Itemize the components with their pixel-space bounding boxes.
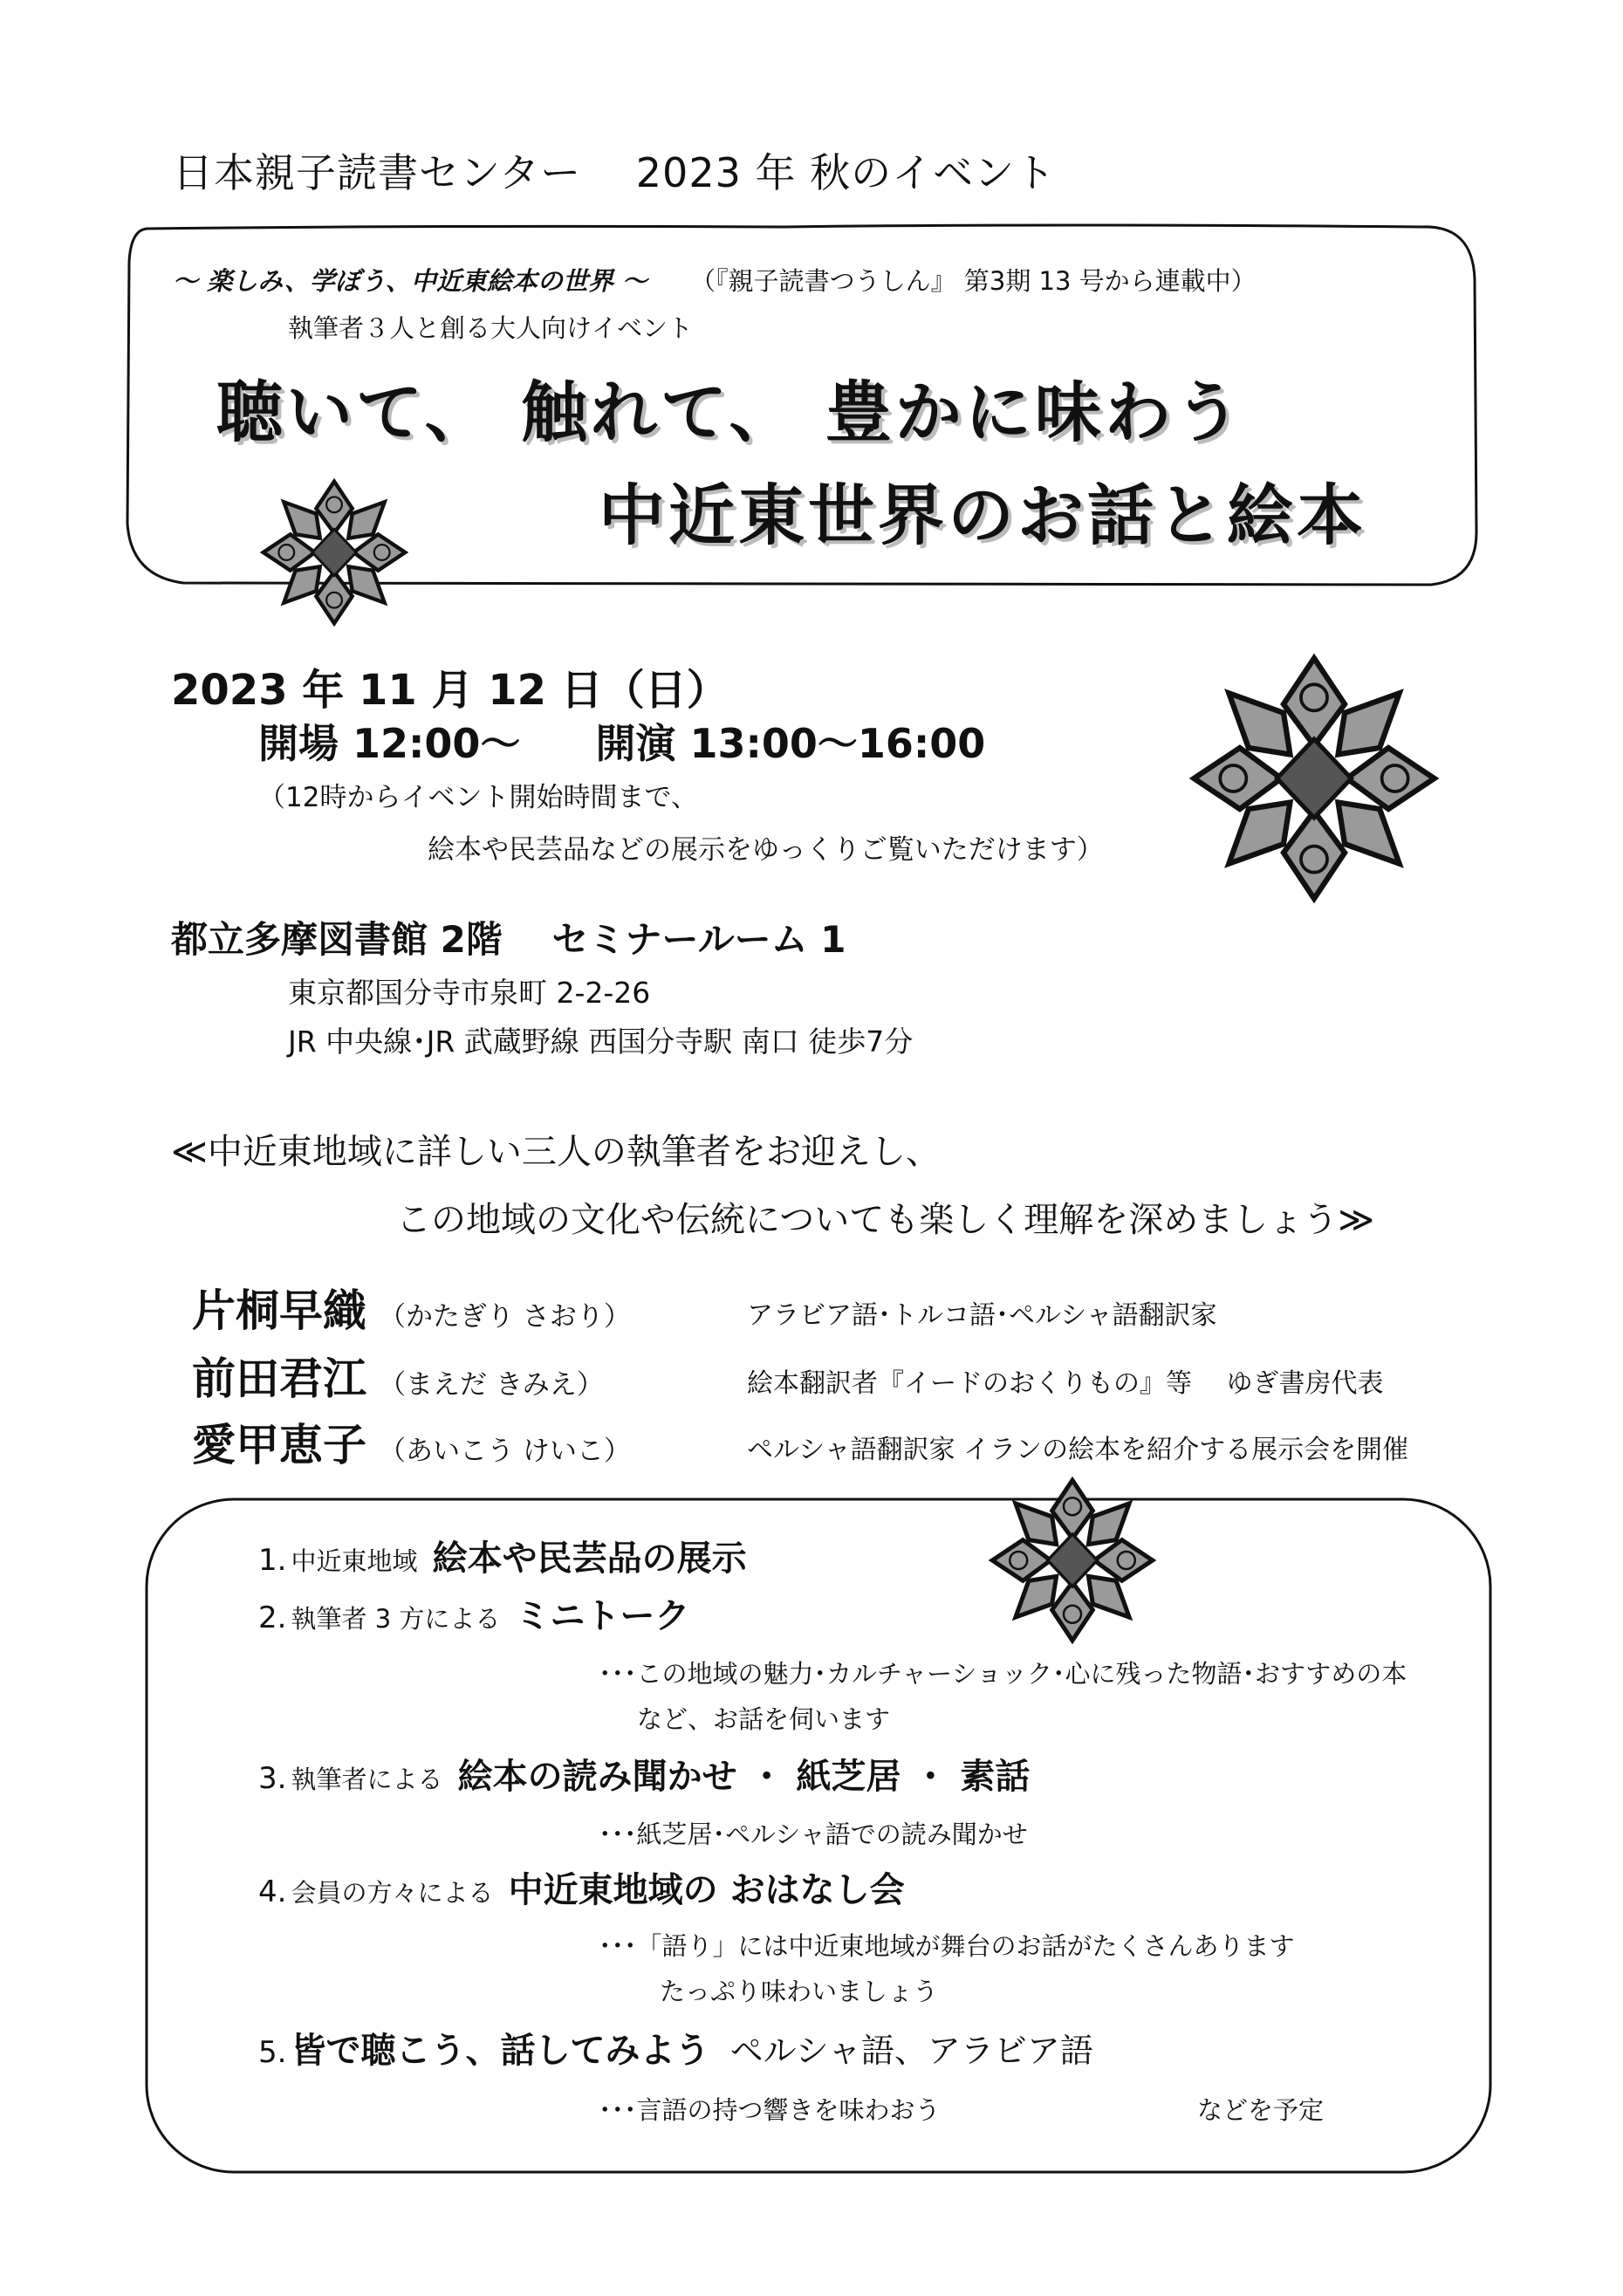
program-item [258, 1862, 905, 1912]
author-role: アラビア語･トルコ語･ペルシャ語翻訳家 [747, 1300, 1217, 1331]
program-item [258, 1749, 1030, 1799]
author-kana: （あいこう けいこ） [379, 1436, 631, 1467]
star-ornament-medium [976, 1477, 1169, 1644]
item-detail: など、お話を伺います [637, 1704, 891, 1734]
page-header: 日本親子読書センター 2023 年 秋のイベント [173, 149, 1057, 196]
item-detail: ･･･紙芝居･ペルシャ語での読み聞かせ [599, 1820, 1028, 1849]
lead-line-2: この地域の文化や伝統についても楽しく理解を深めましょう≫ [396, 1200, 1375, 1240]
item-title: 絵本や民芸品の展示 [432, 1539, 747, 1579]
author-name: 片桐早織 [192, 1285, 366, 1336]
star-ornament-small [237, 478, 431, 627]
item-title: 皆で聴こう、話してみよう [291, 2031, 710, 2071]
item-tail: などを予定 [1197, 2095, 1325, 2125]
author-row [192, 1276, 631, 1339]
open-time: 開場 12:00〜 [258, 720, 521, 767]
start-time: 開演 13:00〜16:00 [595, 720, 986, 767]
item-prefix: 会員の方々による [291, 1878, 494, 1908]
note-line-2: 絵本や民芸品などの展示をゆっくりご覧いただけます） [428, 834, 1104, 866]
author-role: 絵本翻訳者『イードのおくりもの』等 ゆぎ書房代表 [747, 1368, 1384, 1399]
author-kana: （まえだ きみえ） [379, 1369, 604, 1401]
item-detail: たっぷり味わいましょう [660, 1977, 939, 2006]
series-line [173, 262, 1257, 298]
title-line-2: 中近東世界のお話と絵本 [599, 476, 1366, 554]
author-kana: （かたぎり さおり） [379, 1301, 631, 1333]
item-detail: ･･･この地域の魅力･カルチャーショック･心に残った物語･おすすめの本 [599, 1659, 1407, 1689]
program-item [258, 1531, 747, 1580]
series-title: 〜 楽しみ、学ぼう、中近東絵本の世界 〜 [173, 266, 647, 296]
event-subtitle: 執筆者３人と創る大人向けイベント [288, 313, 694, 343]
event-date: 2023 年 11 月 12 日（日） [171, 666, 729, 715]
author-role: ペルシャ語翻訳家 イランの絵本を紹介する展示会を開催 [747, 1435, 1409, 1465]
event-times [258, 712, 985, 770]
item-title: 絵本の読み聞かせ ・ 紙芝居 ・ 素話 [457, 1757, 1031, 1797]
item-languages: ペルシャ語、アラビア語 [729, 2032, 1093, 2070]
item-detail: ･･･言語の持つ響きを味わおう [599, 2095, 941, 2125]
item-number: 3. [258, 1761, 287, 1796]
venue-access: JR 中央線･JR 武蔵野線 西国分寺駅 南口 徒歩7分 [288, 1025, 914, 1059]
venue-name: 都立多摩図書館 2階 セミナールーム 1 [171, 918, 846, 961]
program-item [258, 2023, 1093, 2073]
item-title: ミニトーク [515, 1596, 690, 1636]
author-row [192, 1410, 631, 1473]
item-prefix: 執筆者による [291, 1765, 443, 1794]
item-number: 2. [258, 1600, 287, 1635]
item-prefix: 執筆者 3 方による [291, 1604, 501, 1634]
author-name: 愛甲恵子 [192, 1420, 366, 1470]
item-number: 1. [258, 1543, 287, 1578]
lead-line-1: ≪中近東地域に詳しい三人の執筆者をお迎えし、 [171, 1132, 941, 1172]
item-detail: ･･･「語り」には中近東地域が舞台のお話がたくさんあります [599, 1931, 1295, 1961]
note-line-1: （12時からイベント開始時間まで、 [258, 782, 698, 813]
author-name: 前田君江 [192, 1354, 366, 1404]
title-line-1: 聴いて、 触れて、 豊かに味わう [216, 374, 1244, 451]
item-prefix: 中近東地域 [291, 1546, 418, 1576]
star-ornament-large [1173, 653, 1455, 904]
series-note: （『親子読書つうしん』 第3期 13 号から連載中） [690, 266, 1257, 296]
venue-address: 東京都国分寺市泉町 2-2-26 [288, 976, 651, 1010]
author-row [192, 1344, 604, 1407]
program-item [258, 1588, 690, 1638]
item-number: 4. [258, 1874, 287, 1909]
item-number: 5. [258, 2035, 287, 2070]
item-title: 中近東地域の おはなし会 [508, 1870, 905, 1910]
